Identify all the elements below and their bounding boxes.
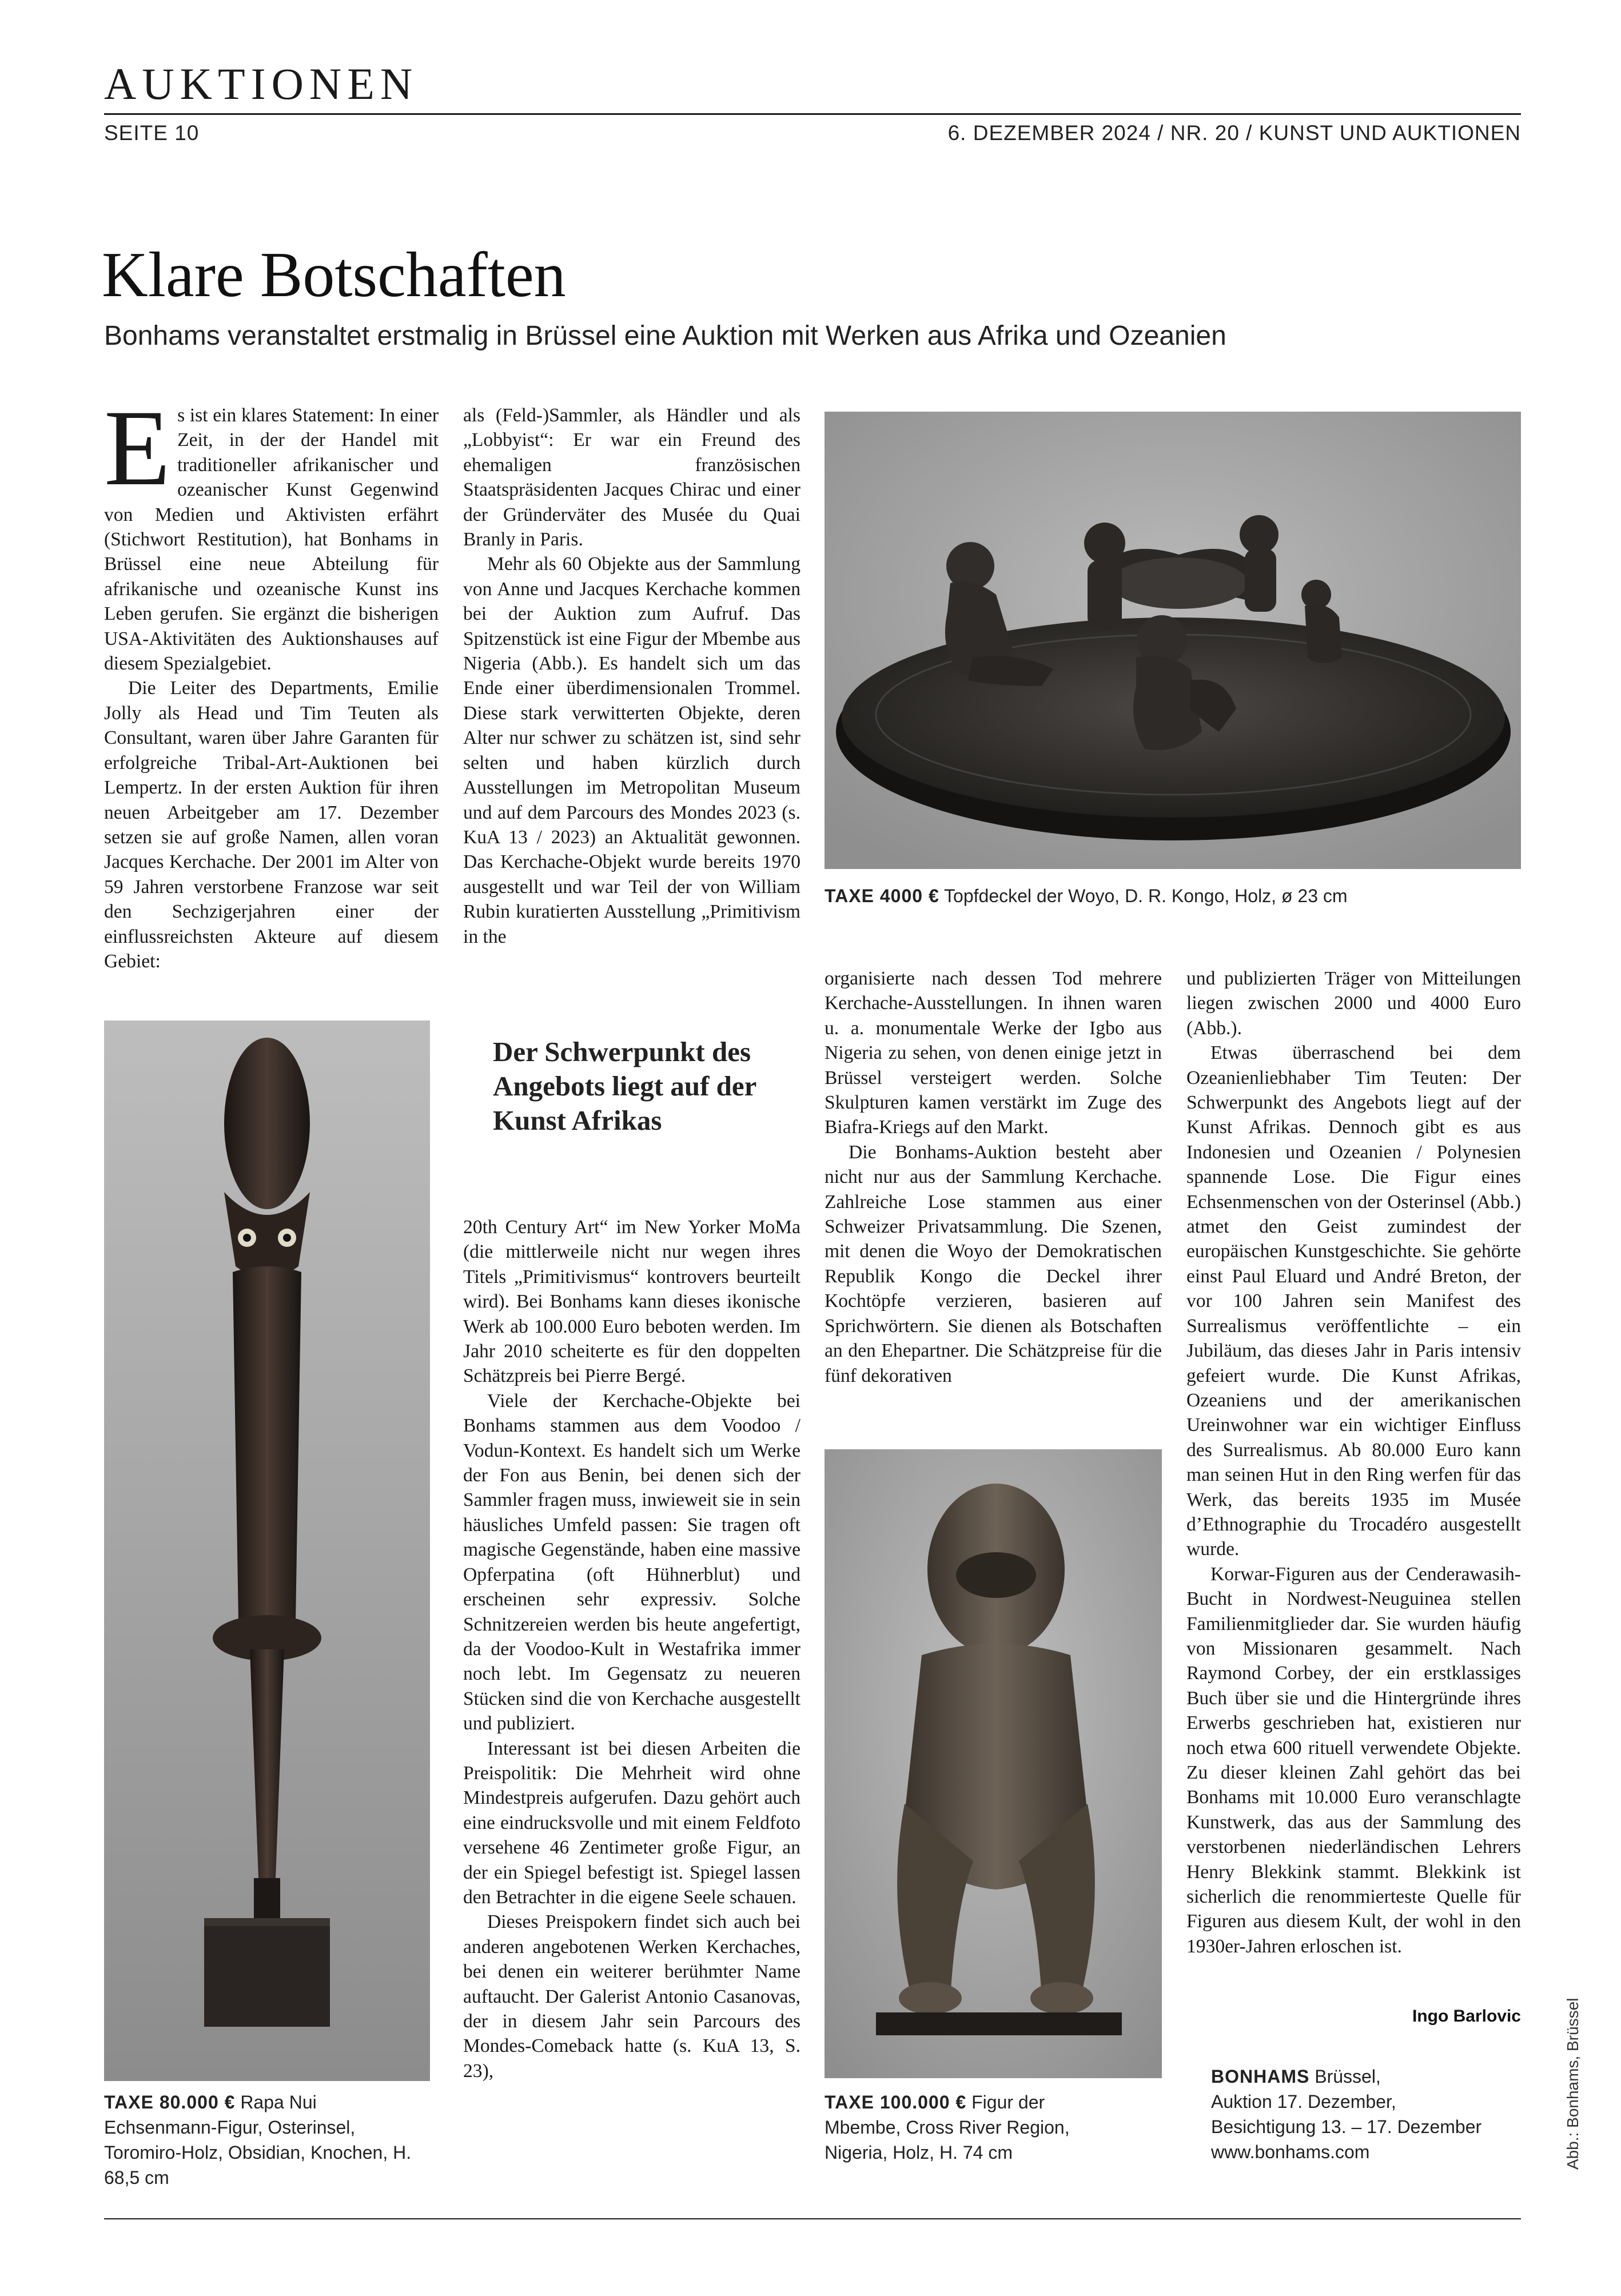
column-2-top <box>463 403 800 949</box>
column-4 <box>1186 966 1521 1959</box>
caption-pot-lid <box>825 883 1521 908</box>
section-title: AUKTIONEN <box>104 59 419 109</box>
paragraph: Die Bonhams-Auktion besteht aber nicht nur aus der Sammlung Kerchache. Zahlreiche Lose stammen aus einer Schweizer Privatsammlung. Die Szenen, mit denen die Woyo der Demokratischen Republik Kongo die Deckel ihrer Kochtöpfe verzieren, basieren auf Sprichwörtern. Sie dienen als Botschaften an den Ehepartner. Die Schätzpreise für die fünf dekorativen <box>825 1141 1162 1386</box>
page-number: SEITE 10 <box>104 121 200 145</box>
paragraph: Korwar-Figuren aus der Cenderawasih-Bucht in Nordwest-Neuguinea stellen Familienmitglieder dar. Sie wurden häufig von Missionaren gesammelt. Nach Raymond Corbey, der ein erstklassiges Buch über sie und die Hintergründe ihres Erwerbs geschrieben hat, existieren nur noch etwa 600 rituell verwendete Objekte. Zu dieser kleinen Zahl gehört das bei Bonhams mit 10.000 Euro veranschlagte Kunstwerk, das aus der Sammlung des verstorbenen niederländischen Lehrers Henry Blekkink stammt. Blekkink ist sicherlich die renommierteste Quelle für Figuren aus diesem Kult, der wohl in den 1930er-Jahren erloschen ist. <box>1186 1563 1521 1957</box>
auction-house-name: BONHAMS <box>1211 2066 1310 2087</box>
caption-text: Rapa Nui Echsenmann-Figur, Osterinsel, Toromiro-Holz, Obsidian, Knochen, H. 68,5 cm <box>104 2092 412 2188</box>
caption-text: Figur der Mbembe, Cross River Region, Nigeria, Holz, H. 74 cm <box>825 2092 1070 2163</box>
column-2-bottom <box>463 1215 800 2083</box>
auction-info-box <box>1211 2064 1520 2165</box>
author-byline: Ingo Barlovic <box>1412 2007 1521 2026</box>
caption-rapa-nui <box>104 2090 424 2190</box>
paragraph: und publizierten Träger von Mitteilungen liegen zwischen 2000 und 4000 Euro (Abb.). <box>1186 968 1521 1039</box>
paragraph: Etwas überraschend bei dem Ozeanienliebhaber Tim Teuten: Der Schwerpunkt des Angebots liegt auf der Kunst Afrikas. Dennoch gibt es aus Indonesien und Ozeanien / Polynesien spannende Lose. Die Figur eines Echsenmenschen von der Osterinsel (Abb.) atmet den Geist zumindest der europäischen Kunstgeschichte. Sie gehörte einst Paul Eluard und André Breton, der vor 100 Jahren sein Manifest des Surrealismus veröffentlichte – ein Jubiläum, das dieses Jahr in Paris intensiv gefeiert wurde. Die Kunst Afrikas, Ozeaniens und der amerikanischen Ureinwohner war ein wichtiger Einfluss des Surrealismus. Ab 80.000 Euro kann man seinen Hut in den Ring werfen für das Werk, das bereits 1935 im Musée d’Ethnographie du Trocadéro ausgestellt wurde. <box>1186 1042 1521 1560</box>
paragraph: Die Leiter des Departments, Emilie Jolly als Head und Tim Teuten als Consultant, waren über Jahre Garanten für erfolgreiche Tribal-Art-Auktionen bei Lempertz. In der ersten Auktion für ihren neuen Arbeitgeber am 17. Dezember setzen sie auf große Namen, allen voran Jacques Kerchache. Der 2001 im Alter von 59 Jahren verstorbene Franzose war seit den Sechzigerjahren einer der einflussreichsten Akteure auf diesem Gebiet: <box>104 677 439 972</box>
footer-rule <box>104 2218 1521 2219</box>
dropcap: E <box>104 388 171 508</box>
caption-mbembe <box>825 2090 1110 2165</box>
paragraph: Dieses Preispokern findet sich auch bei anderen angebotenen Werken Kerchaches, bei denen ein weiterer berühmter Name auftaucht. Der Galerist Antonio Casanovas, der in diesem Jahr sein Parcours des Mondes-Comeback hatte (s. KuA 13, S. 23), <box>463 1911 800 2082</box>
column-3 <box>825 966 1162 1388</box>
article-subhead: Bonhams veranstaltet erstmalig in Brüssel eine Auktion mit Werken aus Afrika und Ozeanien <box>104 321 1226 351</box>
paragraph: 20th Century Art“ im New Yorker MoMa (die mittlerweile nicht nur wegen ihres Titels „Primitivismus“ kontrovers beurteilt wird). Bei Bonhams kann dieses ikonische Werk ab 100.000 Euro beboten werden. Im Jahr 2010 scheiterte es für den doppelten Schätzpreis bei Pierre Bergé. <box>463 1217 800 1387</box>
viewing-dates: Besichtigung 13. – 17. Dezember <box>1211 2116 1482 2137</box>
auction-city: Brüssel, <box>1315 2066 1381 2087</box>
paragraph: Interessant ist bei diesen Arbeiten die Preispolitik: Die Mehrheit wird ohne Mindestpreis aufgerufen. Dazu gehört auch eine eindrucksvolle und mit einem Feldfoto versehene 46 Zentimeter große Figur, an der ein Spiegel befestigt ist. Spiegel lassen den Betrachter in die eigene Seele schauen. <box>463 1737 800 1908</box>
pull-quote: Der Schwerpunkt des Angebots liegt auf der Kunst Afrikas <box>493 1036 756 1136</box>
header-rule <box>104 113 1521 115</box>
pot-lid-photo <box>825 412 1521 869</box>
auction-date: Auktion 17. Dezember, <box>1211 2091 1396 2112</box>
photo-credit: Abb.: Bonhams, Brüssel <box>1564 1998 1582 2170</box>
mbembe-figure-photo <box>825 1449 1162 2078</box>
issue-info: 6. DEZEMBER 2024 / NR. 20 / KUNST UND AUKTIONEN <box>947 121 1521 145</box>
caption-price: TAXE 100.000 € <box>825 2092 967 2112</box>
paragraph: s ist ein klares Statement: In einer Zeit, in der der Handel mit traditioneller afrikanischer und ozeanischer Kunst Gegenwind von Medien und Aktivisten erfährt (Stichwort Restitution), hat Bonhams in Brüssel eine neue Abteilung für afrikanische und ozeanische Kunst ins Leben gerufen. Sie ergänzt die bisherigen USA-Aktivitäten des Auktionshauses auf diesem Spezialgebiet. <box>104 405 439 675</box>
caption-price: TAXE 80.000 € <box>104 2092 236 2112</box>
rapa-nui-figure-photo <box>104 1021 430 2081</box>
paragraph: organisierte nach dessen Tod mehrere Kerchache-Ausstellungen. In ihnen waren u. a. monumentale Werke der Igbo aus Nigeria zu sehen, von denen einige jetzt in Brüssel versteigert werden. Solche Skulpturen kamen verstärkt im Zuge des Biafra-Kriegs auf den Markt. <box>825 968 1162 1138</box>
paragraph: als (Feld-)Sammler, als Händler und als „Lobbyist“: Er war ein Freund des ehemaligen französischen Staatspräsidenten Jacques Chirac und einer der Gründerväter des Musée du Quai Branly in Paris. <box>463 405 800 551</box>
article-headline: Klare Botschaften <box>102 240 566 310</box>
column-1 <box>104 388 439 974</box>
auction-website[interactable]: www.bonhams.com <box>1211 2142 1370 2162</box>
paragraph: Viele der Kerchache-Objekte bei Bonhams stammen aus dem Voodoo / Vodun-Kontext. Es handelt sich um Werke der Fon aus Benin, bei denen sich der Sammler fragen muss, inwieweit sie in sein häusliches Umfeld passen: Sie tragen oft magische Gegenstände, haben eine massive Opferpatina (oft Hühnerblut) und erscheinen sehr expressiv. Solche Schnitzereien werden bis heute angefertigt, da der Voodoo-Kult in Westafrika immer noch lebt. Im Gegensatz zu neueren Stücken sind die von Kerchache ausgestellt und publiziert. <box>463 1390 800 1735</box>
caption-price: TAXE 4000 € <box>825 886 939 906</box>
caption-text: Topfdeckel der Woyo, D. R. Kongo, Holz, ø 23 cm <box>944 886 1348 906</box>
paragraph: Mehr als 60 Objekte aus der Sammlung von Anne und Jacques Kerchache kommen bei der Auktion zum Aufruf. Das Spitzenstück ist eine Figur der Mbembe aus Nigeria (Abb.). Es handelt sich um das Ende einer überdimensionalen Trommel. Diese stark verwitterten Objekte, deren Alter nur schwer zu schätzen ist, sind sehr selten und haben kürzlich durch Ausstellungen im Metropolitan Museum und auf dem Parcours des Mondes 2023 (s. KuA 13 / 2023) an Aktualität gewonnen. Das Kerchache-Objekt wurde bereits 1970 ausgestellt und war Teil der von William Rubin kuratierten Ausstellung „Primitivism in the <box>463 553 800 947</box>
